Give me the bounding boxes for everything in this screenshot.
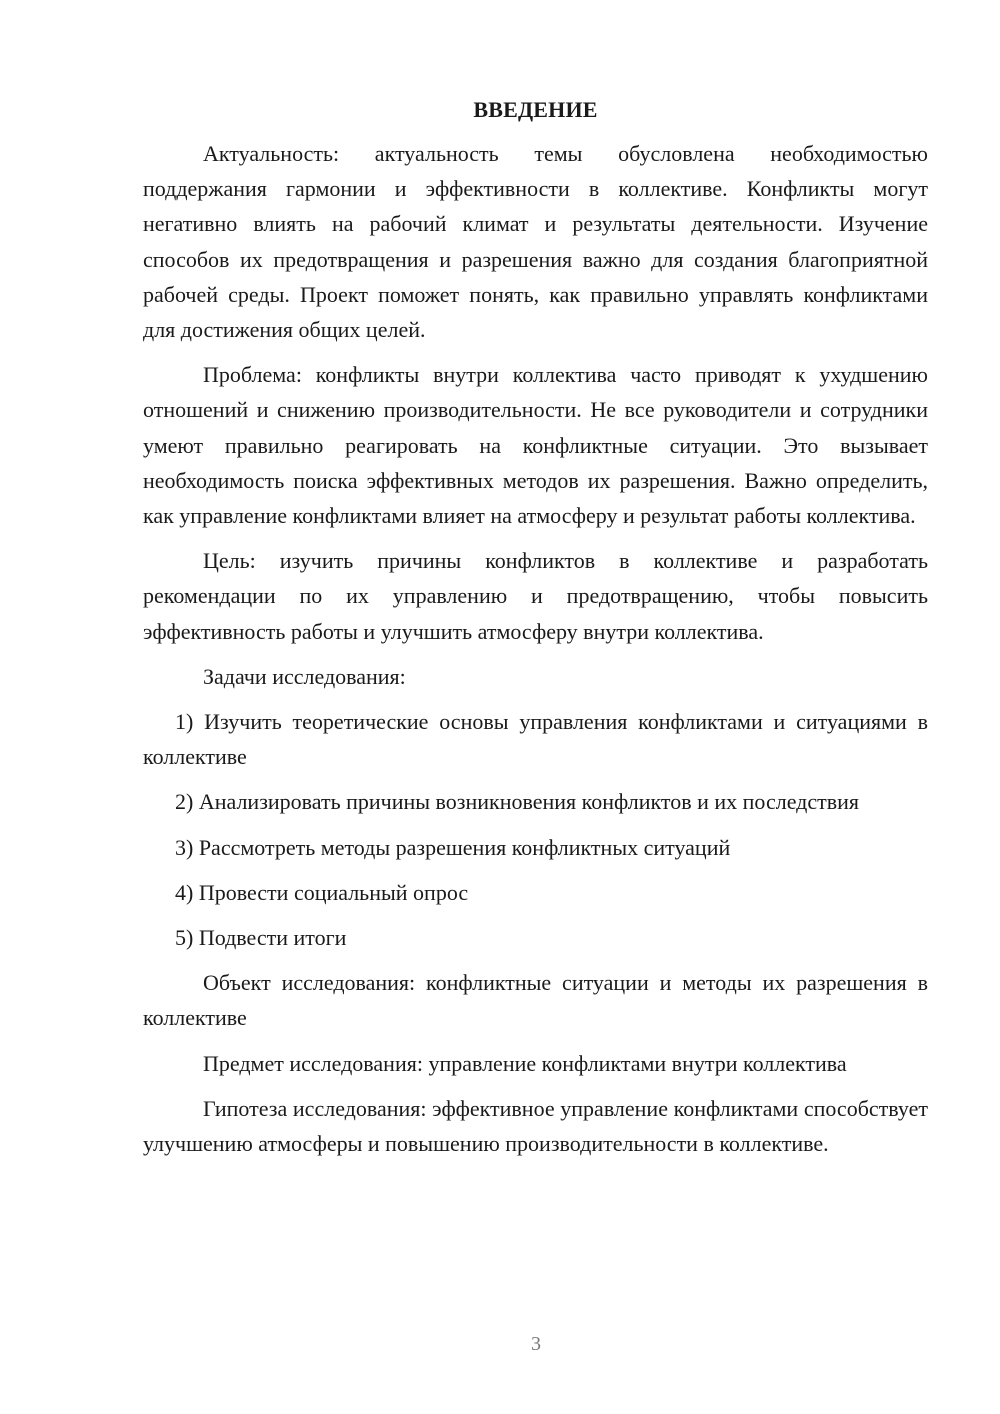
problem-paragraph: Проблема: конфликты внутри коллектива часто приводят к ухудшению отношений и снижению производительности. Не все руководители и сотрудники умеют правильно реагировать на конфликтные ситуации. Это вызывает необходимость поиска эффективных методов их разрешения. Важно определить, как управление конфликтами влияет на атмосферу и результат работы коллектива.: [143, 362, 928, 529]
goal-paragraph: Цель: изучить причины конфликтов в коллективе и разработать рекомендации по их управлению и предотвращению, чтобы повысить эффективность работы и улучшить атмосферу внутри коллектива.: [143, 548, 928, 644]
task-item-1: 1) Изучить теоретические основы управления конфликтами и ситуациями в коллективе: [143, 709, 928, 770]
document-page: [143, 92, 928, 1171]
page-number: 3: [531, 1333, 541, 1355]
relevance-paragraph: Актуальность: актуальность темы обусловлена необходимостью поддержания гармонии и эффективности в коллективе. Конфликты могут негативно влиять на рабочий климат и результаты деятельности. Изучение способов их предотвращения и разрешения важно для создания благоприятной рабочей среды. Проект поможет понять, как правильно управлять конфликтами для достижения общих целей.: [143, 141, 928, 343]
section-title: ВВЕДЕНИЕ: [473, 97, 598, 122]
subject-paragraph: Предмет исследования: управление конфликтами внутри коллектива: [203, 1050, 847, 1076]
task-item-3: 3) Рассмотреть методы разрешения конфликтных ситуаций: [175, 834, 731, 860]
tasks-heading: Задачи исследования:: [203, 663, 406, 689]
hypothesis-paragraph: Гипотеза исследования: эффективное управление конфликтами способствует улучшению атмосферы и повышению производительности в коллективе.: [143, 1095, 928, 1157]
task-item-4: 4) Провести социальный опрос: [175, 879, 469, 905]
task-item-5: 5) Подвести итоги: [175, 925, 347, 951]
object-paragraph: Объект исследования: конфликтные ситуации и методы их разрешения в коллективе: [143, 970, 928, 1031]
task-item-2: 2) Анализировать причины возникновения конфликтов и их последствия: [175, 789, 860, 815]
